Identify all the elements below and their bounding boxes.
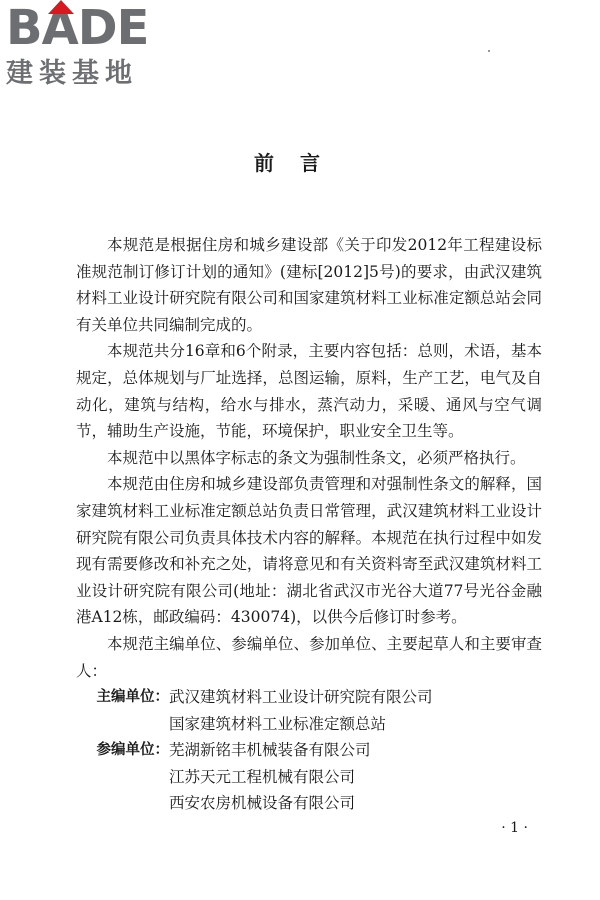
list-item: 武汉建筑材料工业设计研究院有限公司	[169, 688, 433, 707]
preface-body	[76, 232, 542, 817]
scan-speck	[488, 50, 490, 52]
page-number: · 1 ·	[501, 820, 528, 836]
list-item: 国家建筑材料工业标准定额总站	[169, 714, 387, 733]
list-item: 西安农房机械设备有限公司	[169, 794, 356, 813]
bade-logo	[6, 0, 176, 90]
participating-units-list	[169, 737, 542, 817]
chief-units-list	[169, 684, 542, 737]
logo-wordmark: B ADE	[6, 0, 149, 56]
paragraph: 本规范中以黑体字标志的条文为强制性条文，必须严格执行。	[107, 448, 526, 467]
list-item: 江苏天元工程机械有限公司	[169, 767, 356, 786]
paragraph: 本规范是根据住房和城乡建设部《关于印发2012年工程建设标准规范制订修订计划的通知》(建标[2012]5号)的要求，由武汉建筑材料工业设计研究院有限公司和国家建筑材料工业标准定额总站会同有关单位共同编制完成的。	[76, 236, 542, 334]
paragraph: 本规范主编单位、参编单位、参加单位、主要起草人和主要审查人：	[76, 634, 542, 680]
logo-roof-icon	[48, 0, 74, 14]
logo-subtitle: 建装基地	[6, 58, 138, 89]
paragraph: 本规范共分16章和6个附录，主要内容包括：总则，术语，基本规定，总体规划与厂址选择，总图运输，原料，生产工艺，电气及自动化，建筑与结构，给水与排水，蒸汽动力，采暖、通风与空气调节，辅助生产设施，节能，环境保护，职业安全卫生等。	[76, 342, 542, 441]
chief-units-label: 主编单位：	[96, 689, 169, 706]
page-title: 前言	[254, 151, 346, 175]
paragraph: 本规范由住房和城乡建设部负责管理和对强制性条文的解释，国家建筑材料工业标准定额总站负责日常管理，武汉建筑材料工业设计研究院有限公司负责具体技术内容的解释。本规范在执行过程中如发现有需要修改和补充之处，请将意见和有关资料寄至武汉建筑材料工业设计研究院有限公司(地址：湖北省武汉市光谷大道77号光谷金融港A12栋，邮政编码：430074)，以供今后修订时参考。	[76, 475, 542, 627]
chief-units-block	[76, 684, 542, 737]
list-item: 芜湖新铭丰机械装备有限公司	[169, 741, 371, 760]
participating-units-label: 参编单位：	[96, 742, 169, 759]
participating-units-block	[76, 737, 542, 817]
